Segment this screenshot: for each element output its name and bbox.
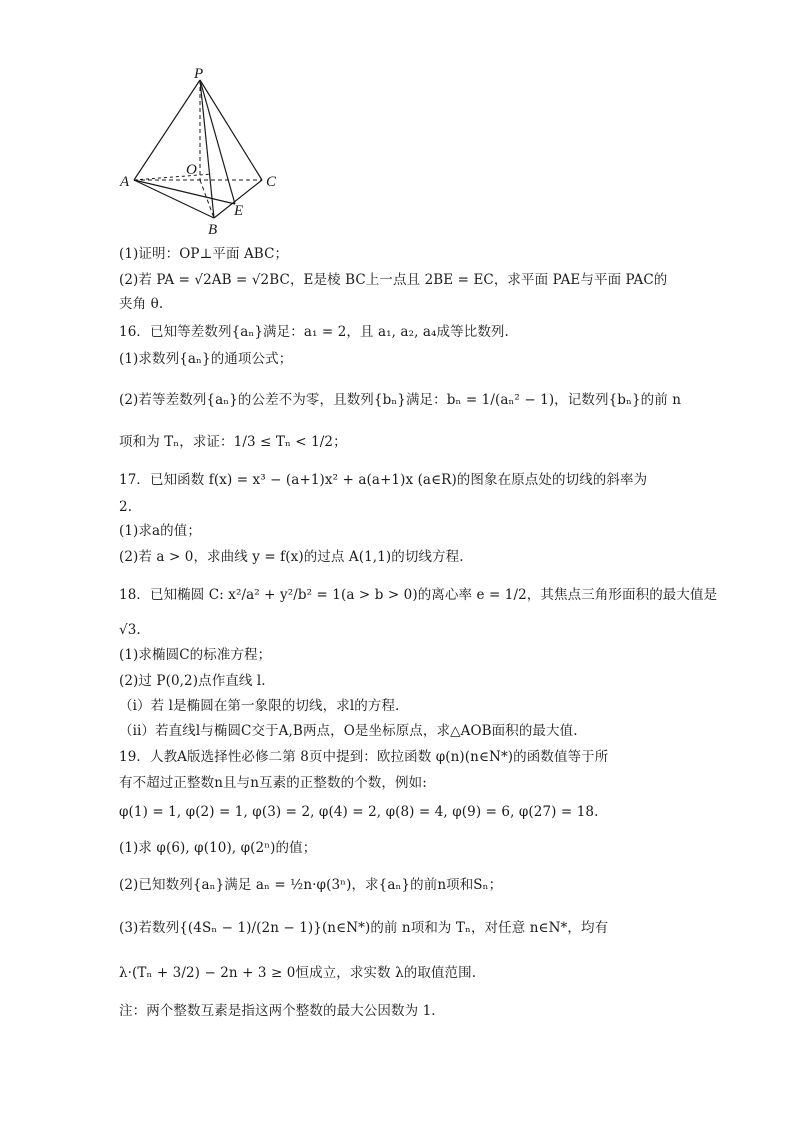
- label-C: C: [266, 174, 277, 190]
- text-line-20: φ(1) = 1, φ(2) = 1, φ(3) = 2, φ(4) = 2, φ(8) = 4, φ(9) = 6, φ(27) = 18.: [119, 804, 599, 820]
- text-line-25: 注：两个整数互素是指这两个整数的最大公因数为 1.: [119, 1003, 436, 1019]
- pyramid-diagram: [112, 62, 292, 242]
- text-line-21: (1)求 φ(6), φ(10), φ(2ⁿ)的值；: [119, 840, 317, 856]
- text-line-6: (2)若等差数列{aₙ}的公差不为零，且数列{bₙ}满足：bₙ = 1/(aₙ² − 1)，记数列{bₙ}的前 n: [119, 392, 682, 408]
- text-line-4: 16．已知等差数列{aₙ}满足：a₁ = 2，且 a₁, a₂, a₄成等比数列.: [119, 324, 509, 340]
- label-P: P: [194, 66, 204, 82]
- text-line-12: 18．已知椭圆 C: x²/a² + y²/b² = 1(a > b > 0)的离心率 e = 1/2，其焦点三角形面积的最大值是: [119, 587, 718, 603]
- label-O: O: [186, 162, 197, 178]
- text-line-8: 17．已知函数 f(x) = x³ − (a+1)x² + a(a+1)x (a∈R)的图象在原点处的切线的斜率为: [119, 472, 648, 488]
- text-line-2: (2)若 PA = √2AB = √2BC，E是棱 BC上一点且 2BE = EC，求平面 PAE与平面 PAC的: [119, 272, 668, 288]
- text-line-13: √3.: [119, 622, 141, 638]
- label-B: B: [208, 222, 218, 238]
- edge-AE: [134, 180, 235, 204]
- edge-PC: [200, 80, 262, 180]
- edge-PE: [200, 80, 235, 204]
- text-line-9: 2.: [119, 499, 133, 515]
- text-line-18: 19．人教A版选择性必修二第 8页中提到：欧拉函数 φ(n)(n∈N*)的函数值等于所: [119, 749, 609, 765]
- text-line-5: (1)求数列{aₙ}的通项公式；: [119, 351, 293, 367]
- text-line-17: （ii）若直线l与椭圆C交于A,B两点，O是坐标原点，求△AOB面积的最大值.: [119, 723, 578, 739]
- text-line-11: (2)若 a > 0，求曲线 y = f(x)的过点 A(1,1)的切线方程.: [119, 549, 464, 565]
- text-line-1: (1)证明：OP⊥平面 ABC；: [119, 246, 289, 262]
- text-line-15: (2)过 P(0,2)点作直线 l.: [119, 673, 266, 689]
- text-line-16: （i）若 l是椭圆在第一象限的切线，求l的方程.: [119, 698, 400, 714]
- edge-AB: [134, 180, 214, 218]
- label-A: A: [120, 174, 130, 190]
- text-line-3: 夹角 θ.: [119, 296, 164, 312]
- text-line-14: (1)求椭圆C的标准方程；: [119, 647, 272, 663]
- text-line-22: (2)已知数列{aₙ}满足 aₙ = ½n·φ(3ⁿ)，求{aₙ}的前n项和Sₙ；: [119, 877, 503, 893]
- text-line-23: (3)若数列{(4Sₙ − 1)/(2n − 1)}(n∈N*)的前 n项和为 Tₙ，对任意 n∈N*，均有: [119, 920, 609, 936]
- pyramid-figure: [112, 62, 292, 242]
- text-line-24: λ·(Tₙ + 3/2) − 2n + 3 ≥ 0恒成立，求实数 λ的取值范围.: [119, 965, 477, 981]
- text-line-19: 有不超过正整数n且与n互素的正整数的个数，例如:: [119, 775, 427, 791]
- label-E: E: [234, 203, 244, 219]
- text-line-7: 项和为 Tₙ，求证：1/3 ≤ Tₙ < 1/2；: [119, 434, 347, 450]
- text-line-10: (1)求a的值；: [119, 523, 201, 539]
